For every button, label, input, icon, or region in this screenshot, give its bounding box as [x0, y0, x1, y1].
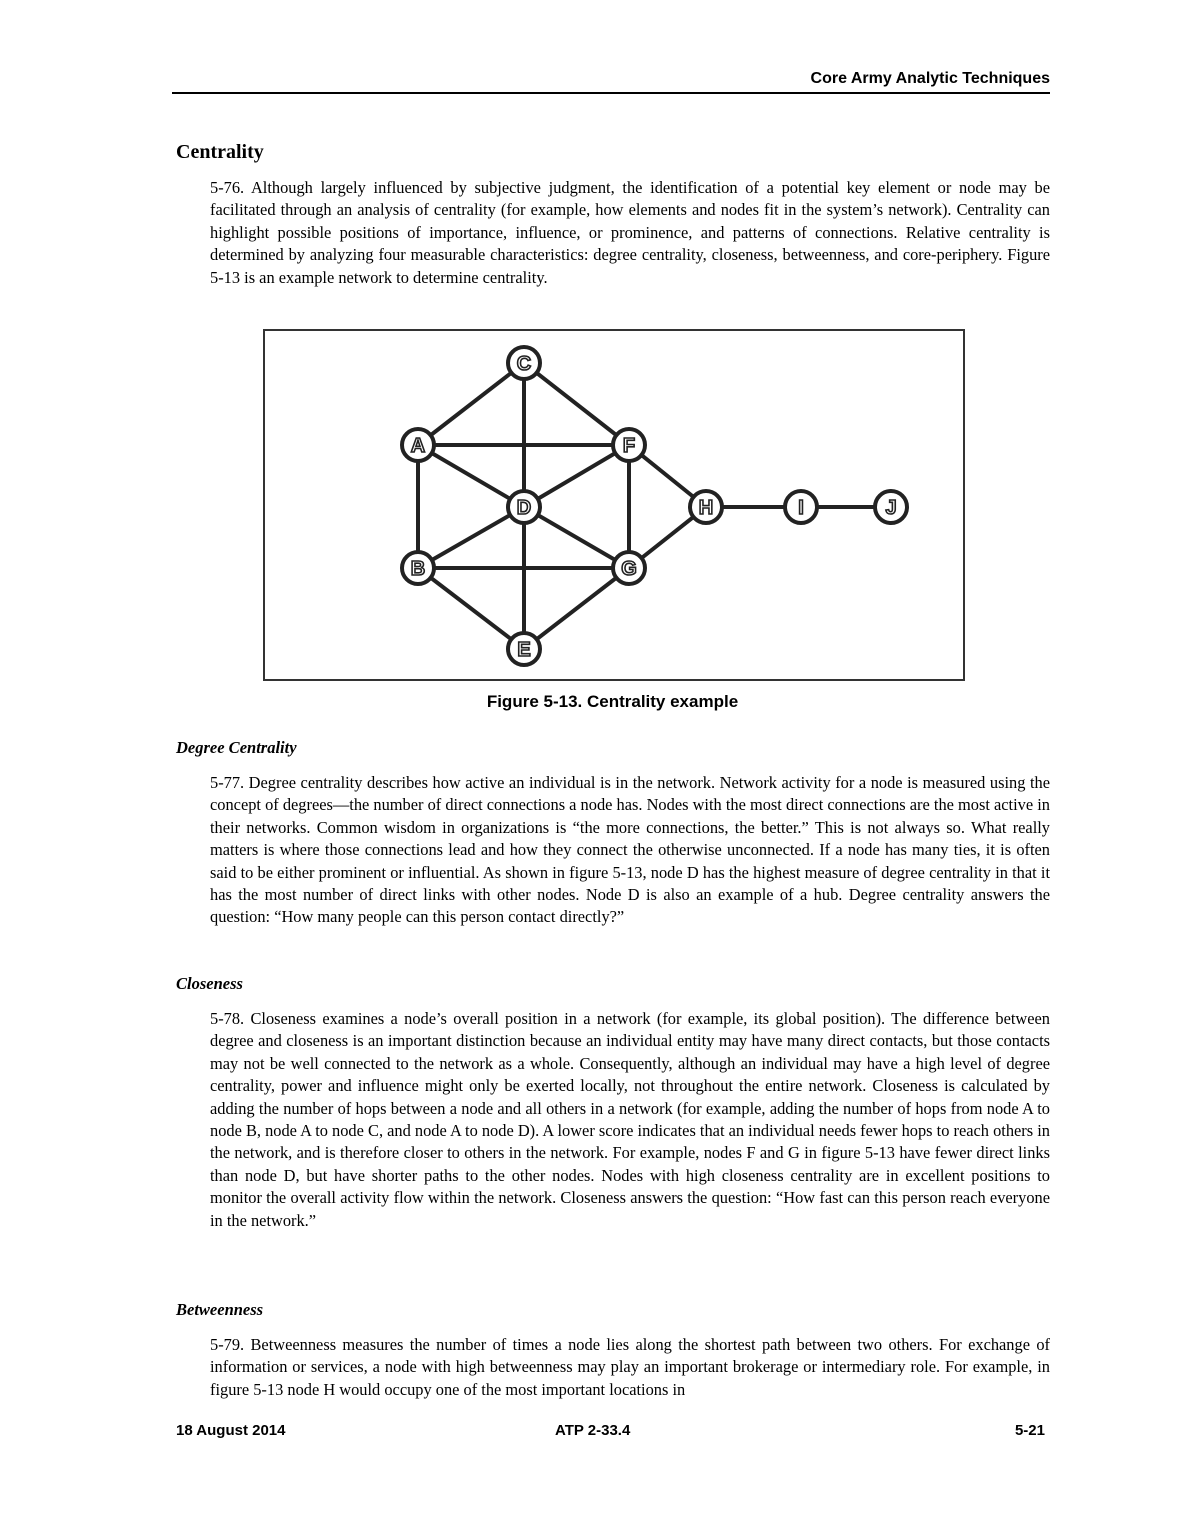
paragraph-5-77: 5-77. Degree centrality describes how active an individual is in the network. Network activity for a node is measured using the concept of degrees—the number of direct connections a node has. Nodes with the most direct connections are the most active in their networks. Common wisdom in organizations is “the more connections, the better.” This is not always so. What really matters is where those connections lead and how they connect the otherwise unconnected. If a node has many ties, it is often said to be either prominent or influential. As shown in figure 5-13, node D has the highest measure of degree centrality in that it has the most number of direct links with other nodes. Node D is also an example of a hub. Degree centrality answers the question: “How many people can this person contact directly?”	[210, 773, 1050, 927]
network-figure	[263, 329, 965, 681]
node-a	[402, 429, 434, 461]
node-j	[875, 491, 907, 523]
edge-g-e	[524, 568, 629, 649]
node-label: H	[698, 497, 714, 519]
node-h	[690, 491, 722, 523]
paragraph-5-76: 5-76. Although largely influenced by subjective judgment, the identification of a potential key element or node may be facilitated through an analysis of centrality (for example, how elements and nodes fit in the system’s network). Centrality can highlight possible positions of importance, influence, or prominence, and patterns of connections. Relative centrality is determined by analyzing four measurable characteristics: degree centrality, closeness, betweenness, and core-periphery. Figure 5-13 is an example network to determine centrality.	[210, 178, 1050, 287]
edge-a-d	[418, 445, 524, 507]
subheading-closeness: Closeness	[176, 974, 243, 993]
node-g	[613, 552, 645, 584]
edge-b-e	[418, 568, 524, 649]
section-title: Centrality	[176, 141, 264, 163]
subheading-degree-centrality: Degree Centrality	[176, 738, 297, 757]
edge-a-c	[418, 363, 524, 445]
node-label: F	[622, 435, 636, 457]
node-label: D	[516, 497, 532, 519]
node-label: C	[516, 353, 532, 375]
node-d	[508, 491, 540, 523]
node-b	[402, 552, 434, 584]
running-header: Core Army Analytic Techniques	[810, 70, 1050, 87]
node-label: G	[621, 558, 637, 580]
node-label: B	[410, 558, 426, 580]
edge-b-d	[418, 507, 524, 568]
header-rule	[172, 92, 1050, 94]
network-diagram	[265, 331, 963, 679]
node-label: J	[885, 497, 897, 519]
node-i	[785, 491, 817, 523]
footer-page-number: 5-21	[1014, 1422, 1045, 1439]
figure-caption: Figure 5-13. Centrality example	[486, 692, 739, 711]
node-label: E	[517, 639, 531, 661]
footer-date: 18 August 2014	[176, 1422, 286, 1439]
footer-doc-id: ATP 2-33.4	[555, 1422, 631, 1439]
paragraph-5-79: 5-79. Betweenness measures the number of times a node lies along the shortest path between two others. For exchange of information or services, a node with high betweenness may play an important brokerage or intermediary role. For example, in figure 5-13 node H would occupy one of the most important locations in	[210, 1335, 1050, 1399]
subheading-betweenness: Betweenness	[176, 1300, 264, 1319]
node-c	[508, 347, 540, 379]
node-label: A	[410, 435, 426, 457]
node-label: I	[798, 497, 804, 519]
edge-c-f	[524, 363, 629, 445]
edge-d-g	[524, 507, 629, 568]
edge-d-f	[524, 445, 629, 507]
node-e	[508, 633, 540, 665]
node-f	[613, 429, 645, 461]
paragraph-5-78: 5-78. Closeness examines a node’s overall position in a network (for example, its global position). The difference between degree and closeness is an important distinction because an individual entity may have many direct contacts, but those contacts may not be well connected to the network as a whole. Consequently, although an individual may have a high level of degree centrality, power and influence might only be exerted locally, not throughout the entire network. Closeness is calculated by adding the number of hops between a node and all others in a network (for example, adding the number of hops from node A to node B, node A to node C, and node A to node D). A lower score indicates that an individual needs fewer hops to reach others in the network, and is therefore closer to others in the network. For example, nodes F and G in figure 5-13 have fewer direct links than node D, but have shorter paths to the other nodes. Nodes with high closeness centrality are in excellent positions to monitor the overall activity flow within the network. Closeness answers the question: “How fast can this person reach everyone in the network.”	[210, 1009, 1050, 1230]
